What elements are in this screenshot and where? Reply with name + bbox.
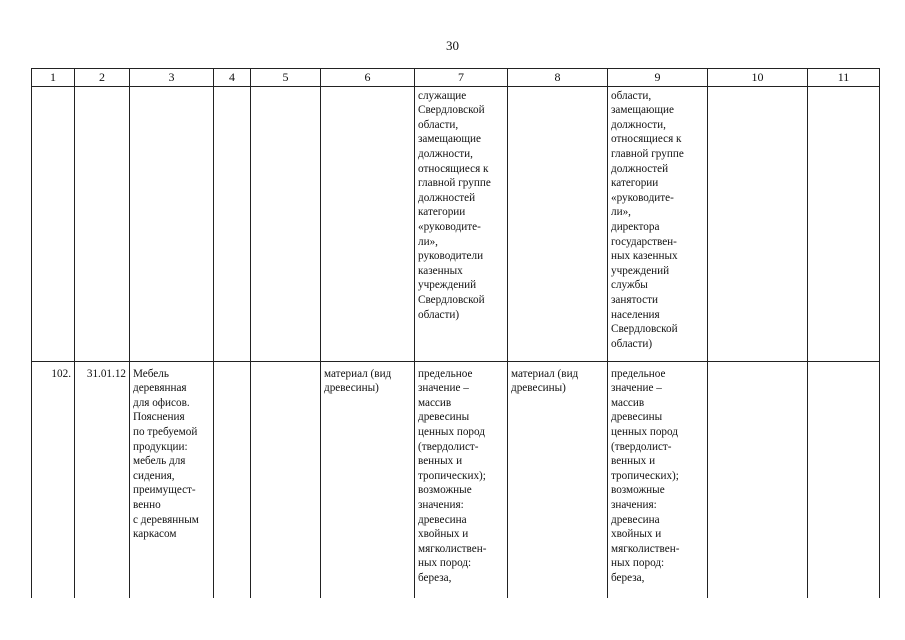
col-header: 6	[321, 69, 415, 87]
col-header: 10	[708, 69, 808, 87]
col-header: 4	[214, 69, 251, 87]
table-cell	[321, 86, 415, 361]
table-cell	[32, 86, 75, 361]
col-header: 11	[808, 69, 880, 87]
table-cell	[214, 86, 251, 361]
page-bottom-margin	[0, 598, 905, 640]
characteristic-value: предельное значение – массив древесины ценных пород (твердолист- венных и тропических); возможные значения: древесина хвойных и мягколиствен- ных пород: береза,	[415, 361, 508, 603]
header-row	[32, 69, 880, 87]
table-cell	[808, 86, 880, 361]
col-header: 5	[251, 69, 321, 87]
characteristic: материал (вид древесины)	[321, 361, 415, 603]
characteristic: материал (вид древесины)	[508, 361, 608, 603]
table-cell	[75, 86, 130, 361]
table-cell-positions-col9: области, замещающие должности, относящиеся к главной группе должностей категории «руководите- ли», директора государствен- ных казенных учреждений службы занятости населения Свердловской области)	[608, 86, 708, 361]
table-cell	[708, 361, 808, 603]
col-header: 9	[608, 69, 708, 87]
product-name: Мебель деревянная для офисов. Пояснения по требуемой продукции: мебель для сидения, преимущест- венно с деревянным каркасом	[130, 361, 214, 603]
table-cell-positions-col7: служащие Свердловской области, замещающие должности, относящиеся к главной группе должностей категории «руководите- ли», руководители казенных учреждений Свердловской области)	[415, 86, 508, 361]
table-cell	[708, 86, 808, 361]
col-header: 3	[130, 69, 214, 87]
col-header: 8	[508, 69, 608, 87]
table-cell	[130, 86, 214, 361]
page-number: 30	[446, 38, 459, 53]
row-number: 102.	[32, 361, 75, 603]
table-row	[32, 361, 880, 603]
col-header: 7	[415, 69, 508, 87]
table-cell	[251, 86, 321, 361]
col-header: 1	[32, 69, 75, 87]
table-cell	[808, 361, 880, 603]
col-header: 2	[75, 69, 130, 87]
characteristic-value: предельное значение – массив древесины ценных пород (твердолист- венных и тропических); возможные значения: древесина хвойных и мягколиствен- ных пород: береза,	[608, 361, 708, 603]
table-cell	[251, 361, 321, 603]
table-cell	[508, 86, 608, 361]
table-cell	[214, 361, 251, 603]
document-table	[31, 68, 880, 604]
okpd-code: 31.01.12	[75, 361, 130, 603]
table-row	[32, 86, 880, 361]
